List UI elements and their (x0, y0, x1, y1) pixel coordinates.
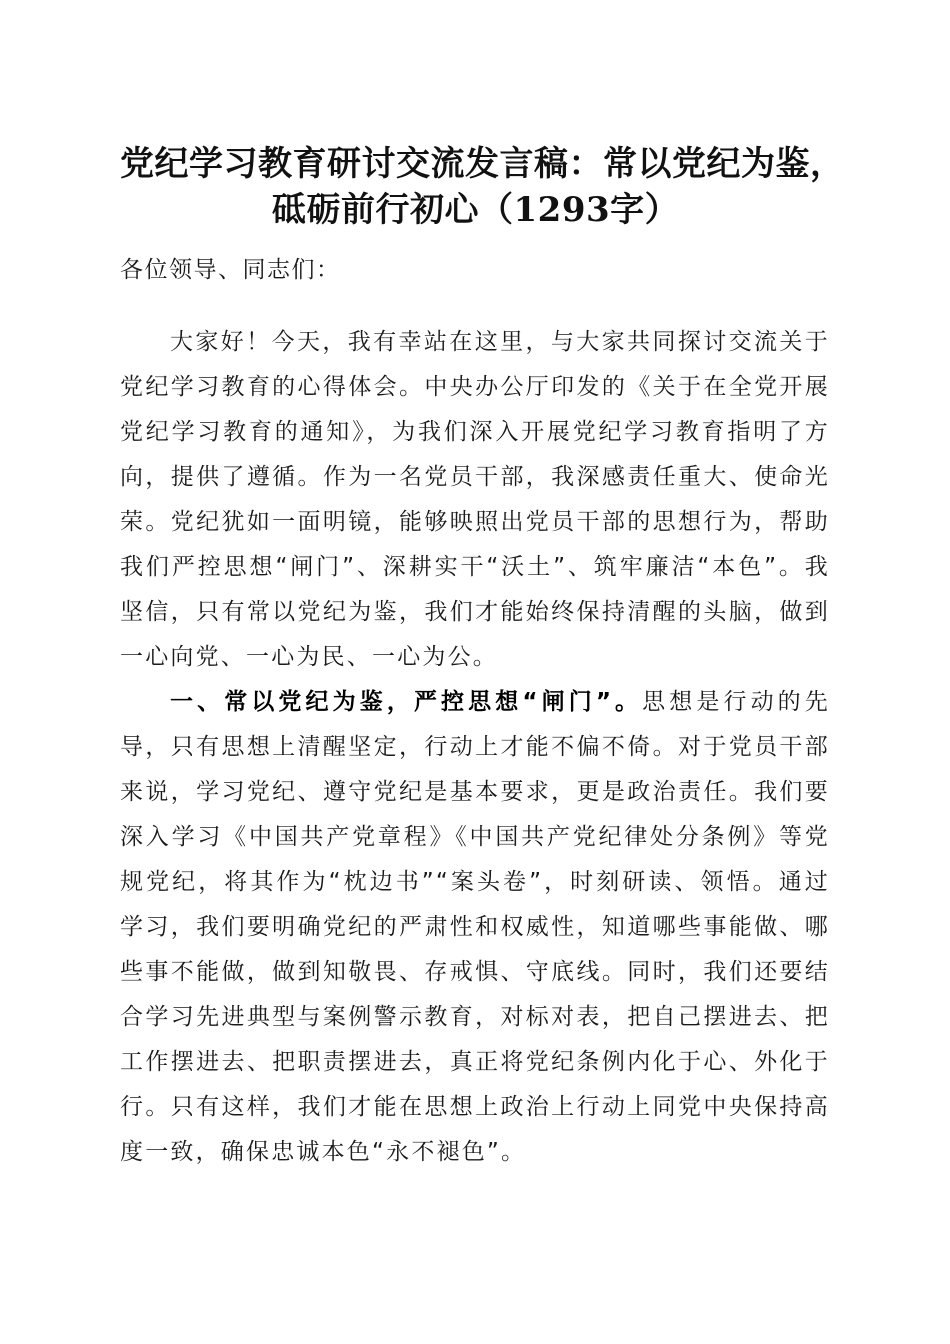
paragraph-intro: 大家好！今天，我有幸站在这里，与大家共同探讨交流关于党纪学习教育的心得体会。中央办公厅印发的《关于在全党开展党纪学习教育的通知》，为我们深入开展党纪学习教育指明了方向，提供了遵循。作为一名党员干部，我深感责任重大、使命光荣。党纪犹如一面明镜，能够映照出党员干部的思想行为，帮助我们严控思想“闸门”、深耕实干“沃土”、筑牢廉洁“本色”。我坚信，只有常以党纪为鉴，我们才能始终保持清醒的头脑，做到一心向党、一心为民、一心为公。 (120, 329, 830, 670)
salutation: 各位领导、同志们： (120, 257, 341, 283)
document-title-line-1: 党纪学习教育研讨交流发言稿：常以党纪为鉴， (120, 144, 845, 184)
section-1-body: 思想是行动的先导，只有思想上清醒坚定，行动上才能不偏不倚。对于党员干部来说，学习党纪、遵守党纪是基本要求，更是政治责任。我们要深入学习《中国共产党章程》《中国共产党纪律处分条例》等党规党纪，将其作为“枕边书”“案头卷”，时刻研读、领悟。通过学习，我们要明确党纪的严肃性和权威性，知道哪些事能做、哪些事不能做，做到知敬畏、存戒惧、守底线。同时，我们还要结合学习先进典型与案例警示教育，对标对表，把自己摆进去、把工作摆进去、把职责摆进去，真正将党纪条例内化于心、外化于行。只有这样，我们才能在思想上政治上行动上同党中央保持高度一致，确保忠诚本色“永不褪色”。 (120, 689, 830, 1165)
paragraph-section-1 (120, 680, 830, 1175)
document-title-line-2: 砥砺前行初心（1293字） (272, 190, 680, 230)
section-1-heading: 一、常以党纪为鉴，严控思想“闸门”。 (170, 689, 643, 715)
